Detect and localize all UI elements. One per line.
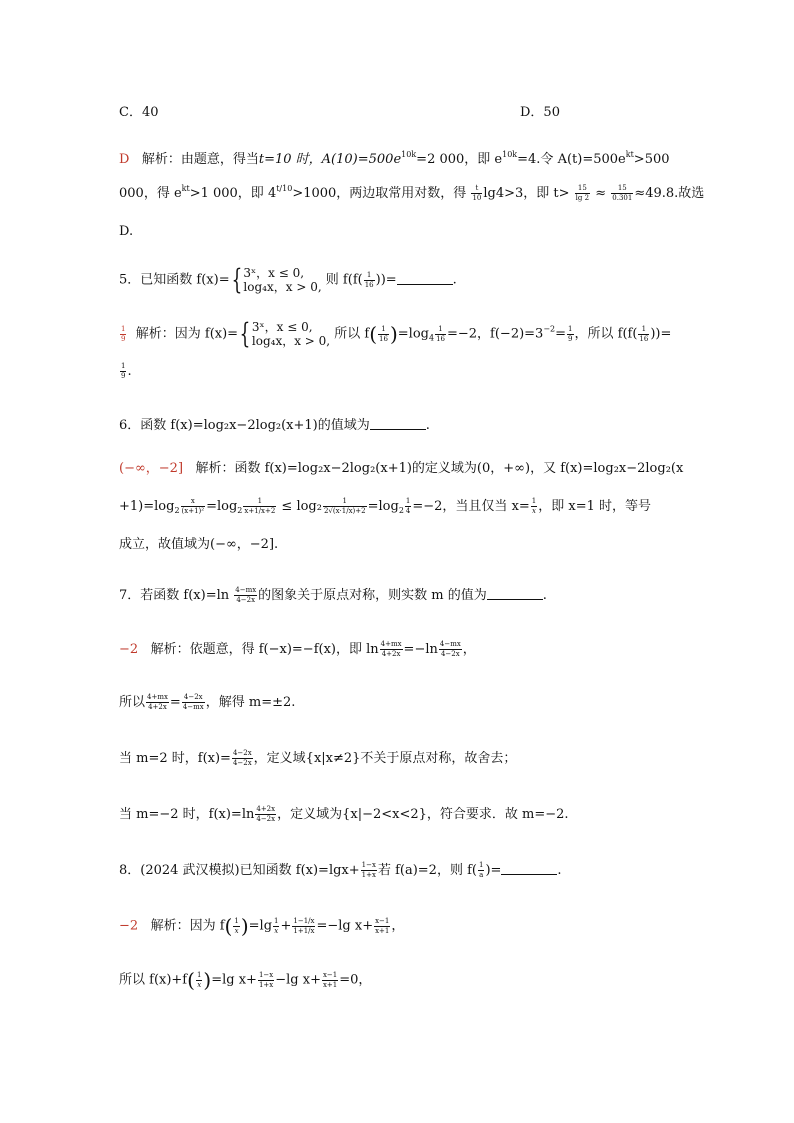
frac-num: x (181, 497, 206, 507)
q5-solution-line-1 (119, 317, 676, 350)
q5-fraction (638, 325, 649, 344)
q7-text: = (169, 695, 181, 710)
frac-den: 4 (405, 507, 411, 515)
answer-den: 9 (121, 334, 126, 343)
frac-den: x (197, 980, 202, 989)
frac-num: 1−x (258, 970, 274, 979)
frac-num: 1 (435, 325, 446, 335)
paren-icon: ( (187, 968, 195, 992)
frac-den: 4−2x (440, 650, 460, 658)
q4-solution-line-1 (119, 150, 676, 168)
q7-stem: 的图象关于原点对称，则实数 m 的值为 (258, 588, 487, 603)
frac-den: 9 (568, 334, 573, 343)
q8-text: 所以 f(x)+f (119, 972, 188, 988)
q6-subscript: 2 (237, 506, 243, 515)
q6-text: ≤ log₂ (281, 499, 322, 514)
q4-frac-num: 15 (611, 184, 633, 194)
q6-text: =−2，当且仅当 x= (412, 499, 530, 514)
paren-icon: ) (203, 968, 212, 992)
q5-text: . (127, 364, 132, 379)
frac-den: x (532, 507, 536, 515)
frac-num: 4−mx (235, 586, 257, 594)
q8-fraction (258, 971, 274, 990)
q4-answer: D (119, 152, 130, 167)
frac-num: 1 (531, 497, 537, 505)
q4-solution-line-3: D. (119, 224, 134, 239)
frac-num: x−1 (375, 916, 390, 925)
question-6: 6．函数 f(x)=log₂x−2log₂(x+1)的值域为 . (119, 418, 430, 433)
q6-fraction (243, 497, 276, 516)
q6-text: ，即 x=1 时，等号 (538, 499, 652, 514)
frac-den: 2√(x·1/x)+2 (323, 507, 366, 515)
q7-solution-line-3 (119, 749, 676, 768)
q8-fraction (374, 917, 390, 936)
q5-fraction (567, 325, 573, 344)
q6-solution-line-2 (119, 497, 676, 516)
q5-text: =−2，f(−2)=3 (446, 326, 544, 342)
frac-den: 4−2x (236, 596, 256, 604)
frac-den: 4+2x (148, 703, 167, 711)
frac-num: x−1 (322, 970, 338, 979)
q7-fraction (439, 640, 462, 659)
q5-fraction (378, 325, 389, 344)
frac-num: 1 (405, 497, 411, 505)
q4-exponent: kt (181, 184, 190, 193)
q7-label: 解析： (150, 642, 190, 657)
q4-frac-num: t (471, 184, 482, 194)
q5-fraction (120, 362, 126, 381)
q4-solution-line-2 (119, 184, 705, 203)
q6-fraction (531, 497, 537, 516)
q6-solution-line-1 (119, 461, 684, 477)
options-row (119, 105, 676, 121)
q5-fraction (435, 325, 446, 344)
q4-exponent: kt (625, 150, 634, 159)
q6-text: +1)=log (119, 499, 175, 514)
frac-den: x+1 (322, 980, 338, 989)
frac-num: 1 (364, 271, 375, 281)
q8-text: =lg (248, 918, 273, 934)
q6-subscript: 2 (174, 506, 180, 515)
frac-den: 4−2x (256, 815, 276, 823)
frac-den: x (274, 926, 279, 935)
q4-text: 000，得 e (119, 186, 182, 201)
q5-cases (243, 266, 321, 294)
q8-label: 解析： (150, 918, 190, 934)
q5-text: 所以 f (334, 326, 370, 342)
q8-stem: 若 f(a)=2，则 f( (377, 863, 477, 878)
q4-text: t=10 时，A(10)=500e (258, 152, 402, 167)
q5-text: ))= (650, 326, 672, 342)
answer-blank (487, 589, 543, 600)
q5-subscript: 4 (428, 333, 435, 343)
frac-den: (x+1)² (181, 507, 205, 515)
q4-text: >1 000，即 4 (189, 186, 277, 201)
q8-text: =−lg x+ (316, 918, 374, 934)
frac-num: 1 (323, 497, 367, 507)
q8-fraction (233, 917, 239, 936)
q8-fraction (273, 917, 279, 936)
q7-answer: −2 (119, 642, 139, 657)
q4-exponent: 10k (502, 150, 518, 159)
frac-num: 1 (478, 861, 484, 869)
q4-text: lg4>3，即 t> (483, 186, 570, 201)
q6-subscript: 2 (398, 506, 404, 515)
frac-den: x+1 (375, 926, 390, 935)
q6-fraction (405, 497, 411, 516)
frac-num: 1 (378, 325, 389, 335)
paren-icon: ( (224, 914, 233, 938)
q5-exponent: −2 (543, 324, 556, 334)
q4-text: >500 (633, 152, 670, 167)
frac-num: 4+mx (147, 693, 168, 701)
answer-blank (501, 864, 557, 875)
q8-fraction (196, 971, 202, 990)
q4-label: 解析： (141, 152, 181, 167)
q4-frac-num: 15 (575, 184, 590, 194)
frac-num: 4−2x (182, 693, 205, 703)
q4-text: ≈49.8.故选 (634, 186, 705, 201)
q7-text: 当 m=2 时，f(x)= (119, 751, 231, 766)
q4-exponent: t/10 (276, 184, 293, 193)
q5-text: ，所以 f(f( (574, 326, 638, 342)
frac-den: 1+x (361, 871, 376, 879)
frac-num: 1 (196, 970, 202, 979)
q7-fraction (182, 693, 205, 712)
frac-den: 16 (436, 334, 445, 343)
q7-fraction (380, 640, 403, 659)
frac-den: 4+2x (381, 650, 401, 658)
question-8: 8．(2024 武汉模拟)已知函数 f(x)=lgx+ $\frac{1-x}{1+x}$ 若 f(a)=2，则 f( $\frac{1}{a}$ )= . (119, 861, 562, 879)
paren-icon: ( (369, 322, 378, 346)
q7-solution-line-1 (119, 640, 676, 659)
answer-num: 1 (121, 324, 126, 333)
q5-answer (120, 325, 126, 344)
frac-den: 4−mx (182, 703, 204, 711)
q8-text: 因为 f (189, 918, 225, 934)
q6-text: =log (367, 499, 399, 514)
q7-text: 所以 (119, 695, 146, 710)
question-7: 7．若函数 f(x)=ln $\frac{4-mx}{4-2x}$ 的图象关于原点对称，则实数 m 的值为 . (119, 586, 547, 604)
q4-exponent: 10k (401, 150, 417, 159)
q5-stem: 则 f(f( (325, 272, 363, 288)
q5-label: 解析： (135, 326, 175, 342)
answer-blank (370, 419, 426, 430)
q6-solution-line-3: 成立，故值域为(−∞，−2]. (119, 537, 279, 552)
frac-num: 1 (234, 916, 239, 925)
q8-text: −lg x+ (275, 972, 321, 988)
frac-num: 1 (638, 325, 649, 335)
q7-fraction (146, 693, 169, 712)
q6-fraction (323, 497, 367, 516)
paren-icon: ) (240, 914, 249, 938)
q4-text: =4.令 A(t)=500e (517, 152, 626, 167)
question-5: 5．已知函数 f(x)={ 3ˣ，x ≤ 0, log₄x，x > 0, 则 f(f( $\frac{1}{16}$ ))= . (119, 263, 457, 296)
frac-num: 4+2x (256, 805, 276, 813)
q8-fraction (322, 971, 338, 990)
frac-den: 9 (121, 372, 126, 380)
q5-case-1: 3ˣ，x ≤ 0, (243, 266, 305, 280)
q8-text: ， (391, 918, 405, 934)
frac-num: 4+mx (380, 640, 402, 648)
frac-den: 4−2x (232, 759, 252, 767)
q5-case-2: log₄x，x > 0, (243, 280, 322, 294)
frac-num: 1 (121, 362, 126, 370)
q7-text: 依题意，得 f(−x)=−f(x)，即 ln (189, 642, 379, 657)
frac-num: 1−1/x (293, 916, 315, 925)
frac-den: 1+x (258, 980, 274, 989)
q4-text: >1000，两边取常用对数，得 (292, 186, 467, 201)
q8-stem: )= (485, 863, 502, 878)
q8-fraction (292, 917, 315, 936)
q5-text: =log (397, 326, 429, 342)
q5-solution-line-2 (119, 362, 676, 381)
q7-stem: 7．若函数 f(x)=ln (119, 588, 230, 603)
frac-den: 16 (364, 280, 374, 289)
q7-text: ，定义域为{x|−2<x<2}，符合要求．故 m=−2. (277, 807, 569, 822)
q7-text: ， (462, 642, 476, 657)
q8-fraction (361, 861, 377, 880)
frac-den: 16 (379, 334, 388, 343)
q4-frac-den: lg 2 (575, 194, 590, 202)
q8-fraction (478, 861, 484, 880)
frac-den: a (479, 871, 484, 879)
q8-text: =lg x+ (211, 972, 257, 988)
q7-solution-line-4 (119, 805, 676, 824)
q7-text: ，定义域{x|x≠2}不关于原点对称，故舍去； (253, 751, 517, 766)
q5-fraction (364, 271, 375, 290)
q4-fraction (611, 184, 633, 203)
brace-icon: { (239, 317, 251, 350)
q6-answer: (−∞，−2] (119, 461, 184, 476)
frac-num: 1 (568, 324, 573, 333)
q5-text: = (555, 326, 567, 342)
q4-fraction (471, 184, 482, 203)
option-d: D．50 (520, 105, 560, 120)
q8-text: =0， (339, 972, 372, 988)
q7-fraction (232, 749, 253, 768)
frac-num: 1 (243, 497, 276, 507)
q5-case-2: log₄x，x > 0, (251, 334, 331, 348)
q4-text: ≈ (595, 186, 607, 201)
q6-fraction (181, 497, 206, 516)
frac-num: 4−mx (439, 640, 461, 648)
q4-text: 由题意，得当 (180, 152, 259, 167)
q4-fraction (575, 184, 590, 203)
frac-den: 1+1/x (293, 926, 315, 935)
q6-label: 解析： (195, 461, 235, 476)
q7-fraction (234, 586, 257, 605)
q4-frac-den: 10 (472, 194, 482, 202)
q4-frac-den: 0.301 (612, 194, 633, 202)
q6-text: 函数 f(x)=log₂x−2log₂(x+1)的定义域为(0，+∞)，又 f(x)=log₂x−2log₂(x (234, 461, 684, 476)
q8-stem: 8．(2024 武汉模拟)已知函数 f(x)=lgx+ (119, 863, 360, 878)
brace-icon: { (231, 263, 242, 296)
frac-num: 1−x (361, 861, 376, 869)
frac-den: x (234, 926, 239, 935)
paren-icon: ) (389, 322, 398, 346)
q7-text: ，解得 m=±2. (205, 695, 296, 710)
q8-solution-line-2 (119, 968, 676, 992)
q8-solution-line-1: −2 解析：因为 f( $\frac{1}{x}$ )=lg $\frac{1}{x}$ + $\frac{1-1/x}{1+1/x}$ =−lg x+ $\frac{x-1}{x+1}$ ， (119, 914, 405, 938)
q4-text: =2 000，即 e (416, 152, 503, 167)
q8-answer: −2 (119, 918, 139, 934)
q5-case-1: 3ˣ，x ≤ 0, (251, 320, 313, 334)
q7-text: 当 m=−2 时，f(x)=ln (119, 807, 255, 822)
frac-den: x+1/x+2 (244, 507, 276, 515)
q7-text: =−ln (403, 642, 438, 657)
answer-blank (397, 274, 453, 285)
q7-fraction (255, 805, 276, 824)
q5-stem: ))= (375, 272, 397, 288)
q7-solution-line-2 (119, 693, 676, 712)
q6-text: =log (206, 499, 238, 514)
q5-stem: 5．已知函数 f(x)= (119, 272, 230, 288)
frac-num: 1 (274, 916, 279, 925)
option-c: C．40 (119, 105, 159, 120)
q5-cases (252, 320, 330, 348)
frac-den: 16 (639, 334, 649, 343)
frac-num: 4−2x (232, 749, 252, 757)
q5-text: 因为 f(x)= (174, 326, 239, 342)
q6-stem: 6．函数 f(x)=log₂x−2log₂(x+1)的值域为 (119, 418, 370, 433)
